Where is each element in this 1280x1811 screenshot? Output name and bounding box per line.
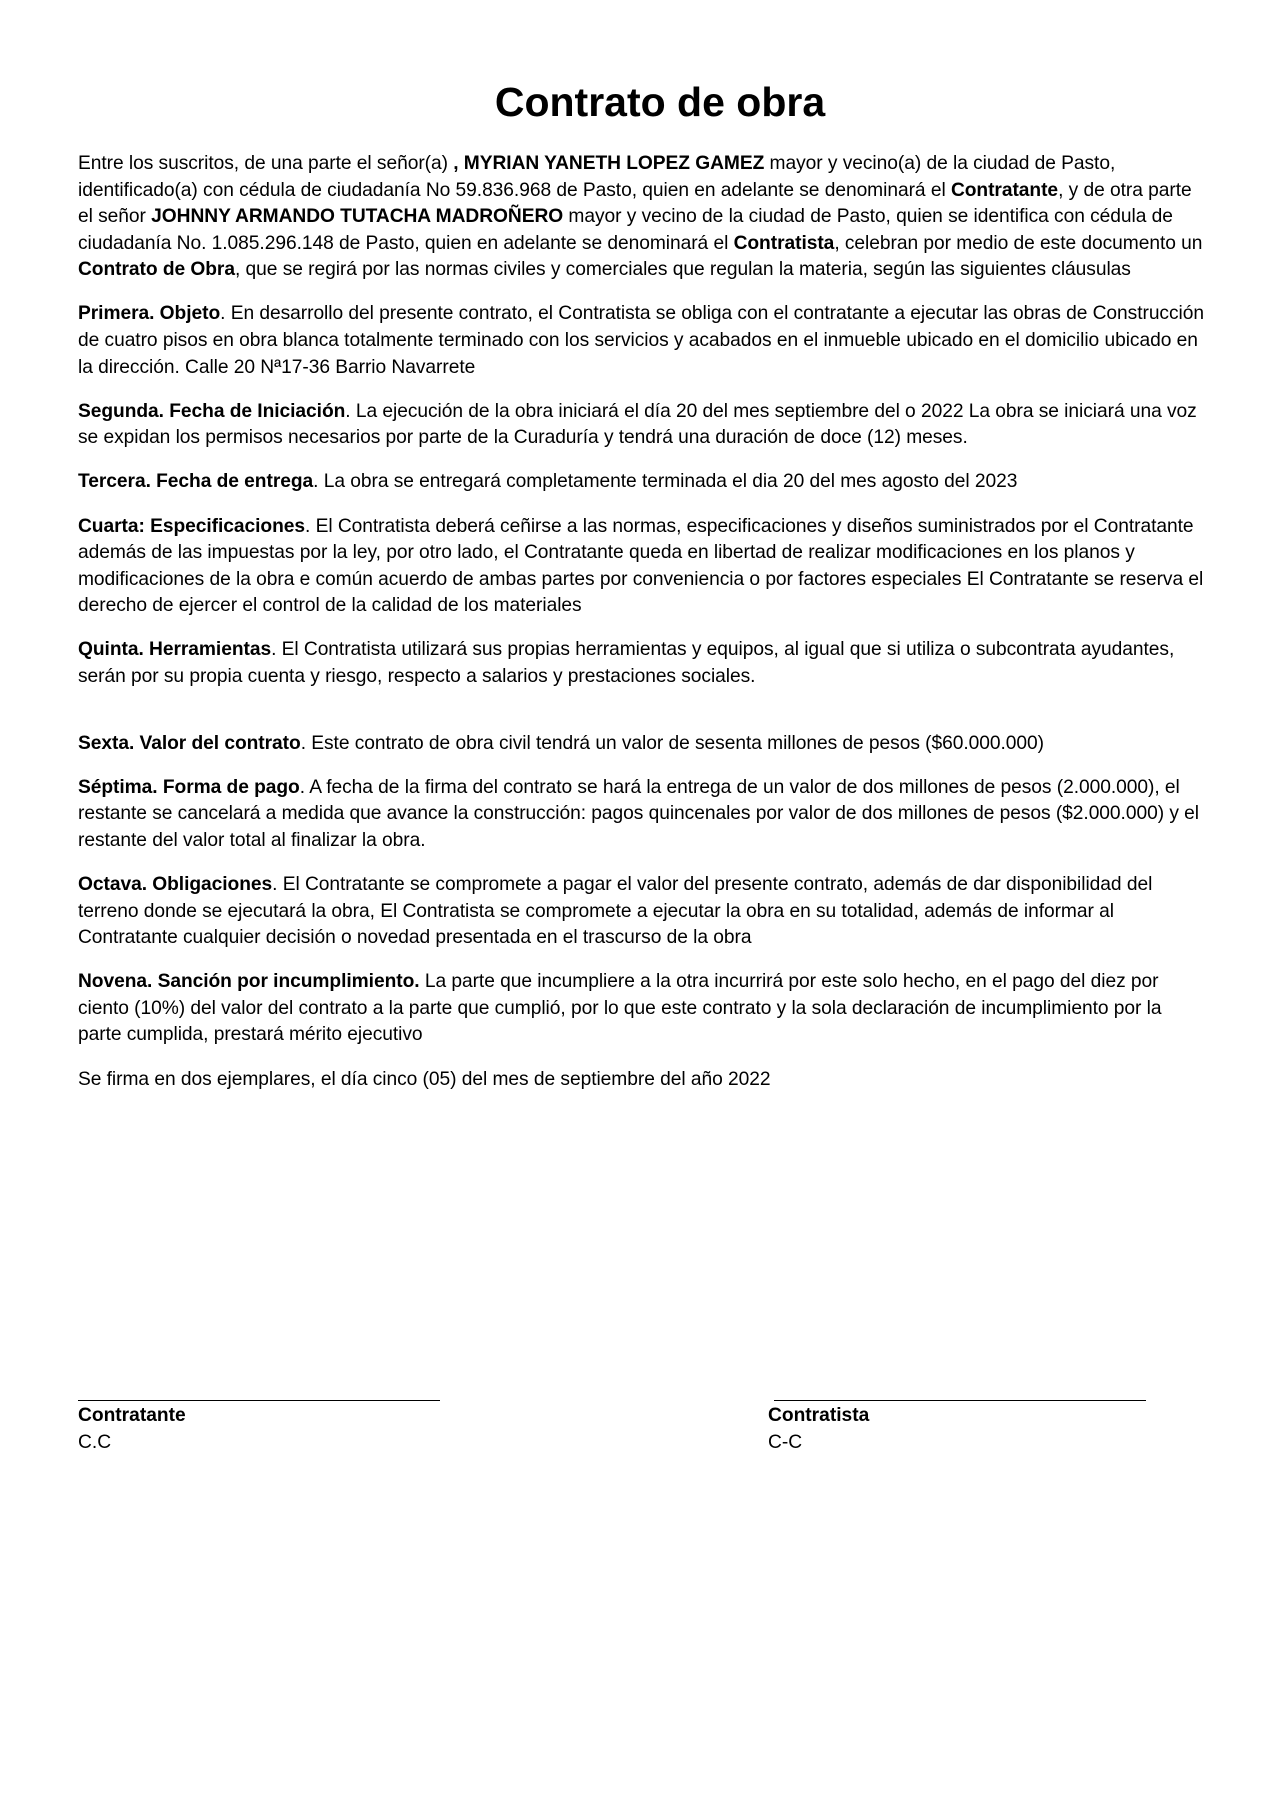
clause-text: . El Contratista utilizará sus propias herramientas y equipos, al igual que si utiliza o subcontrata ayudantes, serán por su propia cuenta y riesgo, respecto a salarios y prestaciones sociales. (78, 639, 1175, 687)
clause-septima (78, 775, 1208, 855)
clause-text: . El Contratista deberá ceñirse a las normas, especificaciones y diseños suministrados por el Contratante además de las impuestas por la ley, por otro lado, el Contratante queda en libertad de realizar modificaciones en los planos y modificaciones de la obra e común acuerdo de ambas partes por conveniencia o por factores especiales El Contratante se reserva el derecho de ejercer el control de la calidad de los materiales (78, 515, 1204, 617)
intro-text-3: , y de otra parte el señor (78, 179, 1192, 228)
clause-text: . El Contratante se compromete a pagar el valor del presente contrato, además de dar disponibilidad del terreno donde se ejecutará la obra, El Contratista se compromete a ejecutar la obra en su totalidad, además de informar al Contratante cualquier decisión o novedad presentada en el trascurso de la obra (78, 873, 1153, 949)
clause-octava (78, 872, 1208, 952)
intro-text-5: , celebran por medio de este documento un (834, 232, 1203, 254)
clause-text: . La obra se entregará completamente terminada el dia 20 del mes agosto del 2023 (313, 471, 1018, 493)
clause-quinta (78, 637, 1208, 690)
clause-text: . En desarrollo del presente contrato, el Contratista se obliga con el contratante a ejecutar las obras de Construcción de cuatro pisos en obra blanca totalmente terminado con los servicios y acabados en el inmueble ubicado en el domicilio ubicado en la dirección. Calle 20 Nª17-36 Barrio Navarrete (78, 303, 1204, 378)
clause-segunda (78, 399, 1208, 452)
clause-tercera (78, 469, 1208, 496)
clause-heading: Primera. Objeto (78, 303, 221, 325)
intro-paragraph (78, 151, 1208, 284)
clause-text: . A fecha de la firma del contrato se hará la entrega de un valor de dos millones de pesos (2.000.000), el restante se cancelará a medida que avance la construcción: pagos quincenales por valor de dos millones de pesos ($2.000.000) y el restante del valor total al finalizar la obra. (78, 776, 1199, 851)
signature-line (78, 1375, 440, 1401)
signature-id: C.C (78, 1431, 112, 1453)
clause-sexta (78, 731, 1208, 758)
signature-id: C-C (768, 1431, 803, 1453)
contratista-label: Contratista (733, 232, 835, 254)
signature-role: Contratista (768, 1405, 870, 1426)
contract-type-label: Contrato de Obra (78, 259, 235, 281)
clause-novena (78, 969, 1208, 1049)
signature-contratante (78, 1375, 440, 1456)
clause-text: . Este contrato de obra civil tendrá un valor de sesenta millones de pesos ($60.000.000) (300, 732, 1044, 754)
clause-primera (78, 301, 1208, 381)
clause-heading: Séptima. Forma de pago (78, 776, 300, 798)
clause-heading: Octava. Obligaciones (78, 873, 273, 895)
document-title: Contrato de obra (494, 79, 826, 125)
intro-text-2: mayor y vecino(a) de la ciudad de Pasto, identificado(a) con cédula de ciudadanía No 59.836.968 de Pasto, quien en adelante se denominará el (78, 153, 1116, 201)
signature-role: Contratante (78, 1405, 186, 1426)
clause-heading: Segunda. Fecha de Iniciación (78, 400, 346, 422)
contratante-label: Contratante (950, 179, 1059, 201)
clause-heading: Tercera. Fecha de entrega (78, 471, 314, 493)
closing-statement: Se firma en dos ejemplares, el día cinco (05) del mes de septiembre del año 2022 (78, 1068, 771, 1090)
contratista-name: JOHNNY ARMANDO TUTACHA MADROÑERO (151, 206, 564, 228)
clause-heading: Cuarta: Especificaciones (78, 515, 306, 537)
intro-text-1: Entre los suscritos, de una parte el señor(a) (78, 153, 454, 174)
clause-text: . La ejecución de la obra iniciará el día 20 del mes septiembre del o 2022 La obra se iniciará una voz se expidan los permisos necesarios por parte de la Curaduría y tendrá una duración de doce (12) meses. (78, 400, 1197, 449)
intro-text-4: mayor y vecino de la ciudad de Pasto, quien se identifica con cédula de ciudadanía No. 1.085.296.148 de Pasto, quien en adelante se denominará el (78, 206, 1173, 254)
contratante-name: , MYRIAN YANETH LOPEZ GAMEZ (453, 153, 765, 174)
signature-line (774, 1375, 1146, 1401)
clause-heading: Sexta. Valor del contrato (78, 732, 301, 754)
signature-block (78, 1375, 1208, 1495)
intro-text-6: , que se regirá por las normas civiles y comerciales que regulan la materia, según las siguientes cláusulas (234, 259, 1131, 281)
clause-heading: Quinta. Herramientas (78, 639, 272, 661)
clause-text: La parte que incumpliere a la otra incurrirá por este solo hecho, en el pago del diez por ciento (10%) del valor del contrato a la parte que cumplió, por lo que este contrato y la sola declaración de incumplimiento por la parte cumplida, prestará mérito ejecutivo (78, 971, 1162, 1046)
clause-heading: Novena. Sanción por incumplimiento. (78, 971, 420, 993)
signature-contratista (768, 1375, 1146, 1456)
clause-cuarta (78, 514, 1208, 620)
contract-document (78, 78, 1208, 1111)
